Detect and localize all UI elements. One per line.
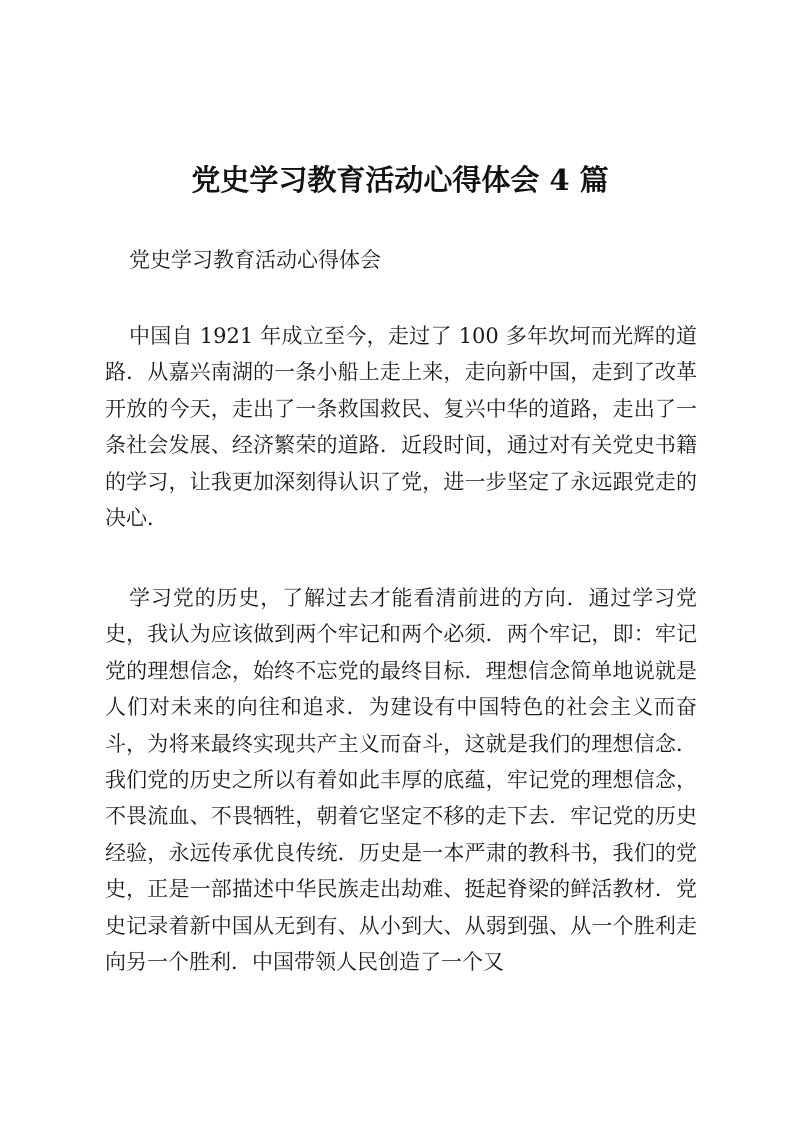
document-subtitle: 党史学习教育活动心得体会 [129, 248, 381, 272]
body-paragraph: 中国自 1921 年成立至今，走过了 100 多年坎坷而光辉的道路．从嘉兴南湖的一条小船上走上来，走向新中国，走到了改革开放的今天，走出了一条救国救民、复兴中华的道路，走出了一条社会发展、经济繁荣的道路．近段时间，通过对有关党史书籍的学习，让我更加深刻得认识了党，进一步坚定了永远跟党走的决心． [105, 324, 697, 531]
body-paragraph: 学习党的历史，了解过去才能看清前进的方向．通过学习党史，我认为应该做到两个牢记和两个必须．两个牢记，即：牢记党的理想信念，始终不忘党的最终目标．理想信念简单地说就是人们对未来的向往和追求．为建设有中国特色的社会主义而奋斗，为将来最终实现共产主义而奋斗，这就是我们的理想信念．我们党的历史之所以有着如此丰厚的底蕴，牢记党的理想信念，不畏流血、不畏牺牲，朝着它坚定不移的走下去．牢记党的历史经验，永远传承优良传统．历史是一本严肃的教科书，我们的党史，正是一部描述中华民族走出劫难、挺起脊梁的鲜活教材．党史记录着新中国从无到有、从小到大、从弱到强、从一个胜利走向另一个胜利．中国带领人民创造了一个又 [105, 586, 697, 975]
document-title: 党史学习教育活动心得体会 4 篇 [191, 163, 609, 197]
